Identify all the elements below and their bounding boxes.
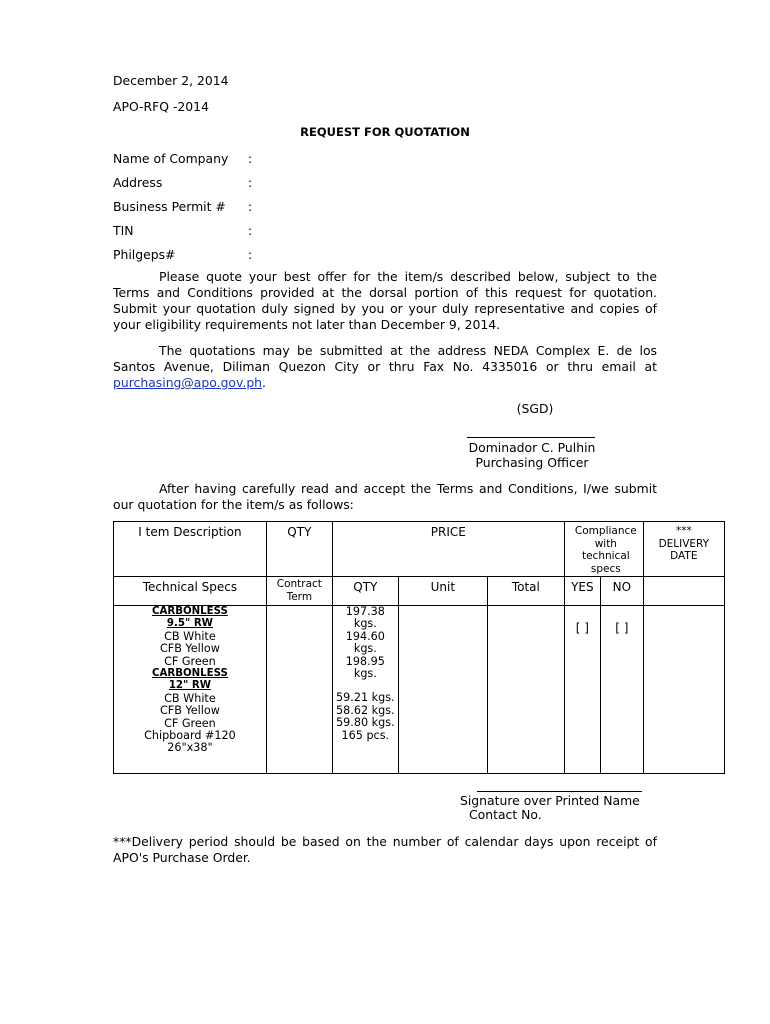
officer-signature-line [467,437,595,438]
qty-value: 59.21 kgs. [336,691,395,705]
instructions-paragraph [113,269,657,333]
header-contract-term: Contract Term [266,577,332,606]
footnote: ***Delivery period should be based on the number of calendar days upon receipt of APO's Purchase Order. [113,834,657,865]
group1-item: CFB Yellow [159,642,220,656]
officer-position: Purchasing Officer [475,455,589,470]
field-tin-colon: : [248,223,253,238]
no-checkbox[interactable]: [ ] [600,606,643,774]
acceptance-paragraph [113,481,657,513]
submission-text: The quotations may be submitted at the address NEDA Complex E. de los Santos Avenue, Diliman Quezon City or thru Fax No. 4335016 or thru email at [113,343,657,374]
unit-cell [398,606,487,774]
header-unit: Unit [398,577,487,606]
field-permit-label: Business Permit # [113,199,226,214]
document-date: December 2, 2014 [113,73,229,88]
header-no: NO [600,577,643,606]
officer-name: Dominador C. Pulhin [468,440,596,455]
submission-period: . [262,375,266,390]
group1-item: CB White [164,629,216,643]
qty-cell [332,606,398,774]
qty-value: 197.38 kgs. [345,605,385,631]
header-technical-specs: Technical Specs [114,577,267,606]
qty-value: 198.95 kgs. [345,654,385,681]
group2-item: Chipboard #120 [144,729,236,743]
contact-caption: Contact No. [469,807,542,822]
header-price: PRICE [332,522,564,577]
header-total: Total [487,577,564,606]
delivery-date-label: DELIVERY DATE [658,537,710,562]
group1-item: CF Green [164,654,216,668]
group2-item: CF Green [164,716,216,730]
header-item-description: I tem Description [114,522,267,577]
qty-value: 58.62 kgs. [336,703,395,717]
quotation-table [113,521,725,774]
qty-value: 165 pcs. [341,728,390,742]
group2-item: 26"x38" [167,741,213,755]
field-address-label: Address [113,175,163,190]
delivery-date-cell[interactable] [643,606,724,774]
table-row [114,606,725,774]
table-header-row-1 [114,522,725,577]
field-tin-label: TIN [113,223,134,238]
email-link[interactable]: purchasing@apo.gov.ph [113,375,263,390]
header-qty-2: QTY [332,577,398,606]
signature-line [477,791,642,792]
document-title: REQUEST FOR QUOTATION [300,125,470,139]
qty-value: 194.60 kgs. [345,629,385,656]
field-company-colon: : [248,151,253,166]
sgd-mark: (SGD) [516,401,554,416]
submission-paragraph [113,343,657,391]
yes-checkbox[interactable]: [ ] [564,606,600,774]
instructions-text: Please quote your best offer for the item/s described below, subject to the Terms and Conditions provided at the dorsal portion of this request for quotation. Submit your quotation duly signed by you or your duly representative and copies of your eligibility requirements not later than December 9, 2014. [113,269,657,332]
header-compliance: Compliance with technical specs [564,522,643,577]
table-header-row-2 [114,577,725,606]
field-philgeps-label: Philgeps# [113,247,176,262]
total-cell [487,606,564,774]
signature-caption: Signature over Printed Name [460,793,640,808]
header-delivery [643,522,724,577]
header-yes: YES [564,577,600,606]
group2-item: CFB Yellow [159,704,220,718]
field-company-label: Name of Company [113,151,229,166]
contract-term-cell [266,606,332,774]
delivery-stars: *** [675,525,692,537]
field-permit-colon: : [248,199,253,214]
header-delivery-empty [643,577,724,606]
item-specs-cell [114,606,267,774]
field-address-colon: : [248,175,253,190]
group1-title: CARBONLESS 9.5" RW [152,606,228,630]
acceptance-text: After having carefully read and accept the Terms and Conditions, I/we submit our quotation for the item/s as follows: [113,481,657,512]
group2-item: CB White [164,691,216,705]
group2-title: CARBONLESS 12" RW [152,668,228,692]
reference-number: APO-RFQ -2014 [113,99,209,114]
qty-value: 59.80 kgs. [336,716,395,730]
header-qty: QTY [266,522,332,577]
field-philgeps-colon: : [248,247,253,262]
